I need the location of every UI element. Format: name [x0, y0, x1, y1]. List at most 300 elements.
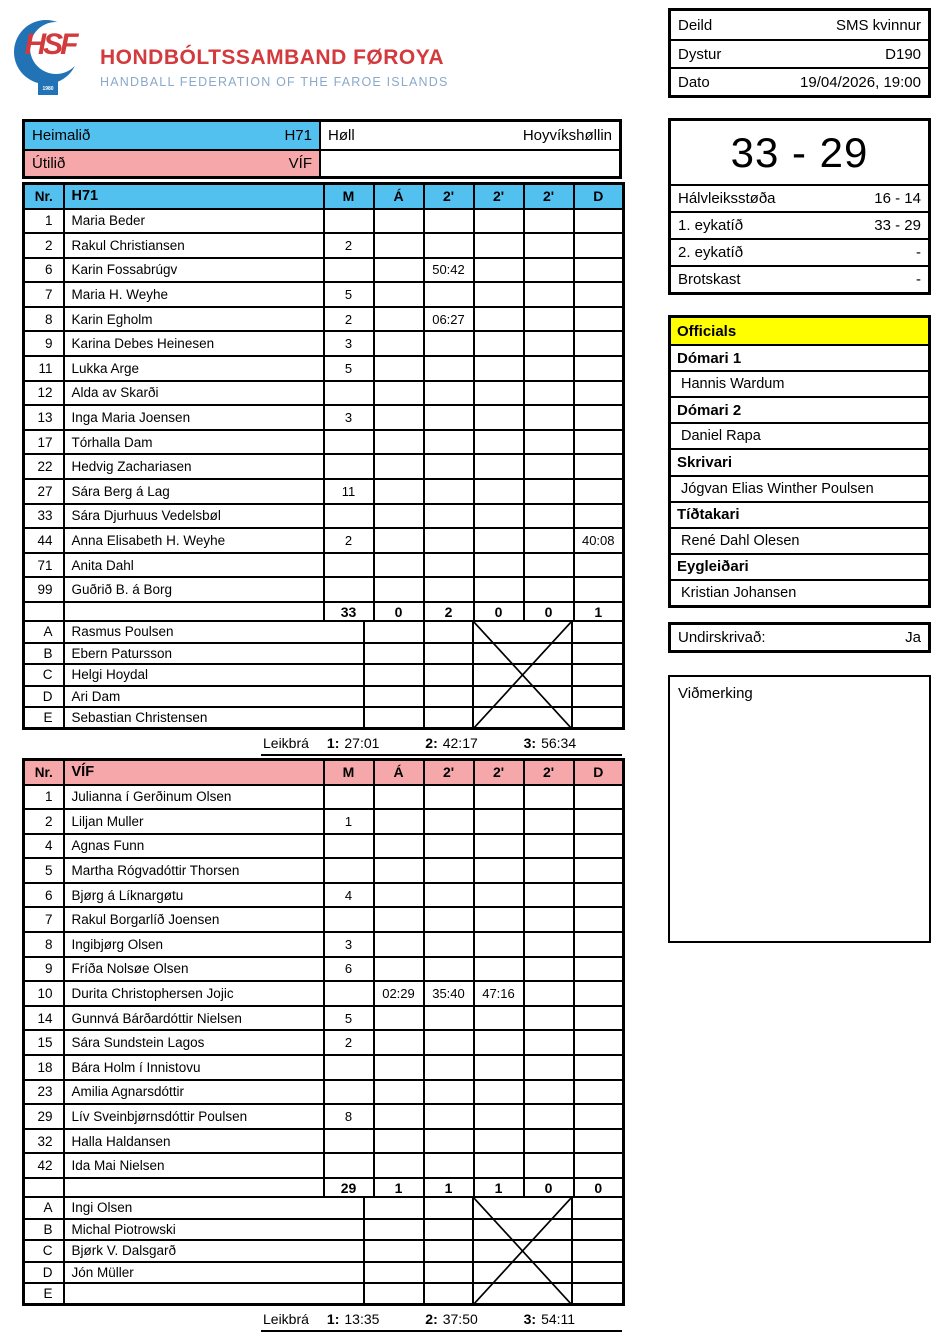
away-team-cell: [25, 151, 321, 176]
leikbra-mark-time: 27:01: [344, 735, 380, 752]
secretary-label: Skrivari: [671, 448, 928, 474]
team-official-row: [24, 1240, 624, 1262]
player-stat-4: [474, 1030, 524, 1055]
player-stat-5: [524, 1129, 574, 1154]
official-crossed-cell: [473, 664, 572, 686]
player-stat-4: [474, 957, 524, 982]
player-stat-2: [374, 932, 424, 957]
player-stat-2: [374, 405, 424, 430]
player-stat-3: 06:27: [424, 307, 474, 332]
player-stat-1: 6: [324, 957, 374, 982]
player-row: [24, 454, 624, 479]
player-number: 8: [24, 932, 64, 957]
player-name: Gunnvá Bárðardóttir Nielsen: [64, 1006, 324, 1031]
player-row: [24, 528, 624, 553]
player-stat-2: [374, 834, 424, 859]
player-stat-3: [424, 1080, 474, 1105]
player-stat-2: [374, 504, 424, 529]
player-stat-4: [474, 858, 524, 883]
player-row: [24, 1006, 624, 1031]
player-stat-5: [524, 1153, 574, 1178]
leikbra-mark-number: 2:: [425, 735, 438, 752]
player-stat-6: [574, 553, 624, 578]
player-stat-2: [374, 528, 424, 553]
player-name: Agnas Funn: [64, 834, 324, 859]
player-stat-2: [374, 809, 424, 834]
player-stat-5: [524, 858, 574, 883]
player-number: 18: [24, 1055, 64, 1080]
player-stat-4: [474, 479, 524, 504]
player-stat-6: [574, 209, 624, 234]
leikbra-mark-time: 56:34: [541, 735, 577, 752]
player-stat-2: [374, 381, 424, 406]
player-stat-6: [574, 356, 624, 381]
player-stat-5: [524, 405, 574, 430]
player-row: [24, 1129, 624, 1154]
player-stat-2: [374, 454, 424, 479]
player-stat-2: [374, 577, 424, 602]
player-stat-4: [474, 932, 524, 957]
official-letter: D: [24, 686, 64, 708]
player-number: 15: [24, 1030, 64, 1055]
player-stat-2: [374, 356, 424, 381]
player-stat-3: [424, 834, 474, 859]
totals-stat-3: 2: [424, 602, 474, 621]
player-row: [24, 883, 624, 908]
official-empty-cell: [364, 1283, 424, 1305]
observer-name: Kristian Johansen: [671, 579, 928, 605]
official-name: Jón Müller: [64, 1262, 364, 1284]
totals-stat-4: 0: [474, 602, 524, 621]
player-name: Karin Fossabrúgv: [64, 258, 324, 283]
dato-label: Dato: [678, 73, 710, 91]
roster-away-vif: [22, 758, 622, 1332]
leikbra-line: [261, 1308, 622, 1332]
player-stat-6: [574, 405, 624, 430]
team-official-row: [24, 1219, 624, 1241]
leikbra-mark-3: [524, 735, 622, 751]
player-stat-4: [474, 356, 524, 381]
player-stat-5: [524, 1030, 574, 1055]
player-stat-4: [474, 1104, 524, 1129]
player-stat-5: [524, 785, 574, 810]
player-stat-5: [524, 504, 574, 529]
player-stat-4: [474, 809, 524, 834]
official-empty-cell: [424, 1283, 473, 1305]
player-number: 7: [24, 907, 64, 932]
player-stat-1: 11: [324, 479, 374, 504]
away-team-value: VÍF: [288, 155, 312, 172]
leikbra-mark-1: [327, 1311, 425, 1327]
player-name: Durita Christophersen Jojic: [64, 981, 324, 1006]
player-stat-1: 4: [324, 883, 374, 908]
official-name: [64, 1283, 364, 1305]
player-row: [24, 1030, 624, 1055]
halftime-label: Hálvleiksstøða: [678, 190, 776, 207]
player-stat-5: [524, 233, 574, 258]
player-name: Fríða Nolsøe Olsen: [64, 957, 324, 982]
federation-header: [12, 12, 449, 100]
federation-name: HONDBÓLTSSAMBAND FØROYA: [100, 45, 445, 69]
totals-stat-2: 0: [374, 602, 424, 621]
player-stat-6: [574, 577, 624, 602]
column-header-stat-2: Á: [374, 184, 424, 209]
player-stat-5: [524, 258, 574, 283]
official-empty-cell: [364, 707, 424, 729]
player-stat-6: [574, 258, 624, 283]
player-stat-2: [374, 1129, 424, 1154]
player-stat-3: [424, 1153, 474, 1178]
player-stat-6: [574, 504, 624, 529]
dystur-value: D190: [885, 45, 921, 63]
leikbra-label: Leikbrá: [263, 1311, 309, 1328]
player-name: Alda av Skarði: [64, 381, 324, 406]
team-official-row: [24, 707, 624, 729]
leikbra-mark-time: 54:11: [541, 1311, 576, 1328]
official-letter: A: [24, 1197, 64, 1219]
player-stat-4: [474, 785, 524, 810]
player-stat-2: [374, 553, 424, 578]
official-empty-cell: [364, 621, 424, 643]
official-name: Helgi Hoydal: [64, 664, 364, 686]
leikbra-mark-2: [425, 735, 523, 751]
player-stat-3: [424, 454, 474, 479]
player-name: Guðrið B. á Borg: [64, 577, 324, 602]
player-stat-1: 8: [324, 1104, 374, 1129]
player-stat-2: [374, 907, 424, 932]
hall-cell: [321, 122, 619, 149]
column-header-stat-3: 2': [424, 184, 474, 209]
player-stat-3: [424, 1055, 474, 1080]
official-empty-cell: [424, 643, 473, 665]
player-number: 6: [24, 883, 64, 908]
player-number: 7: [24, 282, 64, 307]
player-stat-2: [374, 430, 424, 455]
player-stat-1: 5: [324, 1006, 374, 1031]
player-row: [24, 430, 624, 455]
player-stat-1: [324, 858, 374, 883]
player-stat-6: [574, 1055, 624, 1080]
player-name: Anna Elisabeth H. Weyhe: [64, 528, 324, 553]
official-name: Ari Dam: [64, 686, 364, 708]
dystur-label: Dystur: [678, 45, 722, 63]
player-stat-2: [374, 331, 424, 356]
official-crossed-cell: [473, 1262, 572, 1284]
leikbra-mark-number: 3:: [523, 735, 537, 752]
player-stat-6: [574, 957, 624, 982]
player-number: 4: [24, 834, 64, 859]
player-stat-3: [424, 209, 474, 234]
signature-label: Undirskrivað:: [678, 629, 766, 646]
leikbra-mark-time: 37:50: [442, 1311, 478, 1328]
player-number: 11: [24, 356, 64, 381]
official-empty-cell: [572, 621, 624, 643]
totals-stat-5: 0: [524, 1178, 574, 1197]
player-stat-4: [474, 504, 524, 529]
player-name: Amilia Agnarsdóttir: [64, 1080, 324, 1105]
player-row: [24, 258, 624, 283]
player-stat-2: [374, 1104, 424, 1129]
player-stat-2: [374, 307, 424, 332]
official-empty-cell: [572, 1197, 624, 1219]
player-stat-4: [474, 1129, 524, 1154]
player-name: Bára Holm í Innistovu: [64, 1055, 324, 1080]
player-name: Julianna í Gerðinum Olsen: [64, 785, 324, 810]
deild-label: Deild: [678, 16, 713, 34]
player-stat-4: [474, 307, 524, 332]
player-number: 33: [24, 504, 64, 529]
player-stat-1: [324, 504, 374, 529]
totals-row: [24, 1178, 624, 1197]
official-name: Ingi Olsen: [64, 1197, 364, 1219]
player-stat-6: [574, 282, 624, 307]
player-stat-6: [574, 932, 624, 957]
overtime1-value: 33 - 29: [874, 217, 921, 234]
brotskast-label: Brotskast: [678, 271, 741, 288]
player-name: Sára Berg á Lag: [64, 479, 324, 504]
column-header-team: VÍF: [64, 760, 324, 785]
player-row: [24, 307, 624, 332]
player-stat-6: 40:08: [574, 528, 624, 553]
player-stat-3: [424, 479, 474, 504]
match-info-row-dato: [671, 67, 928, 95]
player-stat-5: [524, 331, 574, 356]
player-row: [24, 553, 624, 578]
player-stat-6: [574, 1153, 624, 1178]
referee1-label: Dómari 1: [671, 344, 928, 370]
player-stat-1: 5: [324, 356, 374, 381]
player-name: Anita Dahl: [64, 553, 324, 578]
player-stat-5: [524, 981, 574, 1006]
player-stat-3: [424, 381, 474, 406]
player-stat-6: [574, 307, 624, 332]
final-score: 33 - 29: [730, 128, 869, 176]
official-empty-cell: [572, 1219, 624, 1241]
player-number: 32: [24, 1129, 64, 1154]
player-stat-5: [524, 809, 574, 834]
player-stat-6: [574, 1006, 624, 1031]
player-name: Maria Beder: [64, 209, 324, 234]
player-stat-2: [374, 1055, 424, 1080]
hsf-logo-letters: HSF: [24, 28, 76, 61]
player-number: 5: [24, 858, 64, 883]
leikbra-mark-time: 13:35: [344, 1311, 380, 1328]
player-stat-6: [574, 1129, 624, 1154]
player-number: 10: [24, 981, 64, 1006]
official-name: Bjørk V. Dalsgarð: [64, 1240, 364, 1262]
signature-value: Ja: [905, 629, 921, 646]
player-number: 42: [24, 1153, 64, 1178]
player-name: Halla Haldansen: [64, 1129, 324, 1154]
official-empty-cell: [364, 664, 424, 686]
player-stat-4: [474, 381, 524, 406]
player-row: [24, 577, 624, 602]
player-stat-2: 02:29: [374, 981, 424, 1006]
remarks-box: [668, 675, 931, 943]
official-empty-cell: [364, 1219, 424, 1241]
player-row: [24, 381, 624, 406]
official-name: Michal Piotrowski: [64, 1219, 364, 1241]
official-letter: E: [24, 1283, 64, 1305]
player-stat-5: [524, 528, 574, 553]
official-empty-cell: [572, 1283, 624, 1305]
player-stat-4: [474, 454, 524, 479]
hall-label: Høll: [328, 127, 355, 144]
totals-stat-6: 0: [574, 1178, 624, 1197]
player-number: 8: [24, 307, 64, 332]
remarks-label: Viðmerking: [678, 685, 753, 702]
column-header-stat-6: D: [574, 184, 624, 209]
player-stat-2: [374, 1030, 424, 1055]
overtime2-value: -: [916, 244, 921, 261]
player-stat-2: [374, 479, 424, 504]
player-number: 6: [24, 258, 64, 283]
official-empty-cell: [364, 1240, 424, 1262]
player-stat-1: 3: [324, 331, 374, 356]
team-official-row: [24, 1283, 624, 1305]
player-row: [24, 209, 624, 234]
player-stat-4: [474, 883, 524, 908]
official-empty-cell: [572, 1262, 624, 1284]
home-team-value: H71: [284, 127, 312, 144]
player-row: [24, 907, 624, 932]
score-box: [668, 118, 931, 295]
player-stat-4: [474, 430, 524, 455]
official-empty-cell: [424, 686, 473, 708]
player-stat-4: [474, 405, 524, 430]
official-letter: E: [24, 707, 64, 729]
player-stat-5: [524, 1006, 574, 1031]
roster-header-row: [24, 184, 624, 209]
player-name: Rakul Borgarlíð Joensen: [64, 907, 324, 932]
player-row: [24, 785, 624, 810]
player-stat-5: [524, 381, 574, 406]
player-name: Bjørg á Líknargøtu: [64, 883, 324, 908]
player-stat-1: [324, 981, 374, 1006]
roster-header-row: [24, 760, 624, 785]
column-header-team: H71: [64, 184, 324, 209]
player-stat-3: [424, 858, 474, 883]
player-number: 23: [24, 1080, 64, 1105]
player-stat-5: [524, 1055, 574, 1080]
official-letter: C: [24, 664, 64, 686]
match-info-row-deild: [671, 11, 928, 39]
player-stat-5: [524, 356, 574, 381]
player-stat-1: 2: [324, 233, 374, 258]
player-stat-5: [524, 209, 574, 234]
player-stat-6: [574, 331, 624, 356]
official-empty-cell: [424, 664, 473, 686]
player-stat-3: [424, 504, 474, 529]
player-stat-3: [424, 809, 474, 834]
player-stat-5: [524, 577, 574, 602]
player-name: Karina Debes Heinesen: [64, 331, 324, 356]
player-stat-1: [324, 430, 374, 455]
player-row: [24, 282, 624, 307]
score-row-brotskast: [671, 265, 928, 292]
player-stat-5: [524, 553, 574, 578]
player-stat-1: 2: [324, 307, 374, 332]
player-stat-5: [524, 883, 574, 908]
leikbra-mark-2: [425, 1311, 523, 1327]
score-row-overtime2: [671, 238, 928, 265]
player-stat-5: [524, 479, 574, 504]
official-empty-cell: [424, 1219, 473, 1241]
player-stat-2: [374, 785, 424, 810]
totals-stat-2: 1: [374, 1178, 424, 1197]
player-stat-2: [374, 233, 424, 258]
player-name: Ida Mai Nielsen: [64, 1153, 324, 1178]
official-letter: C: [24, 1240, 64, 1262]
player-number: 71: [24, 553, 64, 578]
totals-stat-4: 1: [474, 1178, 524, 1197]
player-stat-3: [424, 957, 474, 982]
player-name: Hedvig Zachariasen: [64, 454, 324, 479]
player-stat-1: [324, 381, 374, 406]
official-crossed-cell: [473, 643, 572, 665]
player-name: Tórhalla Dam: [64, 430, 324, 455]
player-stat-4: [474, 577, 524, 602]
player-stat-3: [424, 528, 474, 553]
totals-stat-1: 33: [324, 602, 374, 621]
player-number: 27: [24, 479, 64, 504]
player-stat-1: [324, 785, 374, 810]
player-number: 1: [24, 209, 64, 234]
hsf-logo-year: 1980: [38, 82, 58, 95]
official-empty-cell: [364, 686, 424, 708]
player-stat-6: [574, 454, 624, 479]
player-stat-5: [524, 282, 574, 307]
officials-box: [668, 315, 931, 608]
player-row: [24, 932, 624, 957]
official-crossed-cell: [473, 1283, 572, 1305]
totals-stat-1: 29: [324, 1178, 374, 1197]
official-crossed-cell: [473, 1197, 572, 1219]
hall-value: Hoyvíkshøllin: [522, 127, 612, 144]
player-row: [24, 957, 624, 982]
secretary-name: Jógvan Elias Winther Poulsen: [671, 475, 928, 501]
player-row: [24, 809, 624, 834]
player-stat-6: [574, 1030, 624, 1055]
official-empty-cell: [364, 643, 424, 665]
column-header-stat-2: Á: [374, 760, 424, 785]
referee2-label: Dómari 2: [671, 396, 928, 422]
player-row: [24, 504, 624, 529]
player-stat-3: [424, 1129, 474, 1154]
player-stat-3: [424, 331, 474, 356]
player-name: Inga Maria Joensen: [64, 405, 324, 430]
player-number: 44: [24, 528, 64, 553]
official-crossed-cell: [473, 707, 572, 729]
player-stat-3: [424, 356, 474, 381]
team-official-row: [24, 1197, 624, 1219]
team-official-row: [24, 686, 624, 708]
score-row-halftime: [671, 184, 928, 211]
match-info-box: [668, 8, 931, 98]
player-stat-5: [524, 307, 574, 332]
player-name: Liljan Muller: [64, 809, 324, 834]
player-row: [24, 405, 624, 430]
totals-row: [24, 602, 624, 621]
player-stat-1: 2: [324, 1030, 374, 1055]
official-empty-cell: [572, 1240, 624, 1262]
observer-label: Eygleiðari: [671, 553, 928, 579]
official-empty-cell: [424, 1262, 473, 1284]
player-stat-3: [424, 282, 474, 307]
timekeeper-label: Tíðtakari: [671, 501, 928, 527]
player-stat-3: [424, 233, 474, 258]
totals-stat-5: 0: [524, 602, 574, 621]
